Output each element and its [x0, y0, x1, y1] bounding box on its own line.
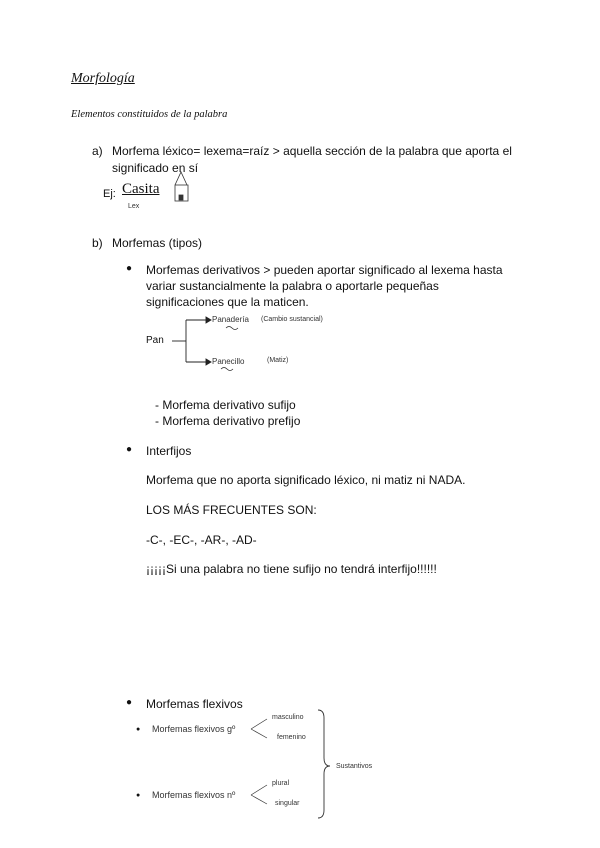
section-a-marker: a)	[92, 144, 103, 158]
derivativos-line-3: significaciones que la maticen.	[146, 295, 309, 309]
section-b-heading: Morfemas (tipos)	[112, 236, 203, 250]
example-word: Casita	[122, 181, 160, 197]
numero-option-2: singular	[275, 800, 300, 807]
bullet-interfijos: ●	[126, 444, 133, 455]
right-curly-brace	[318, 710, 330, 818]
interfijos-list: -C-, -EC-, -AR-, -AD-	[146, 533, 257, 547]
interfijos-warning: ¡¡¡¡¡Si una palabra no tiene sufijo no tendrá interfijo!!!!!!	[146, 562, 437, 576]
section-a-line-1: Morfema léxico= lexema=raíz > aquella sección de la palabra que aporta el	[112, 144, 512, 158]
example-note: Lex	[128, 203, 140, 210]
derivativos-line-1: Morfemas derivativos > pueden aportar significado al lexema hasta	[146, 263, 503, 277]
section-a-line-2: significado en sí	[112, 161, 199, 175]
genero-label: Morfemas flexivos gº	[152, 724, 236, 734]
flexivos-heading: Morfemas flexivos	[146, 697, 243, 711]
diagram-bottom-note: (Matiz)	[267, 357, 289, 364]
bullet-flexivos: ●	[126, 697, 133, 708]
flexivos-group-label: Sustantivos	[336, 763, 373, 770]
derivativos-sub-2: - Morfema derivativo prefijo	[155, 414, 301, 428]
page-title: Morfología	[71, 71, 135, 86]
interfijos-frequent: LOS MÁS FRECUENTES SON:	[146, 503, 317, 517]
bullet-genero: ●	[136, 726, 141, 733]
numero-label: Morfemas flexivos nº	[152, 790, 236, 800]
interfijos-definition: Morfema que no aporta significado léxico, ni matiz ni NADA.	[146, 473, 466, 487]
diagram-bottom-word: Panecillo	[212, 357, 245, 366]
diagram-top-word: Panadería	[212, 315, 249, 324]
section-b-marker: b)	[92, 236, 103, 250]
numero-option-1: plural	[272, 780, 290, 787]
derivativos-line-2: variar sustancialmente la palabra o aportarle pequeñas	[146, 279, 439, 293]
genero-option-1: masculino	[272, 714, 304, 721]
derivativos-sub-1: - Morfema derivativo sufijo	[155, 398, 296, 412]
example-label: Ej:	[103, 188, 116, 200]
diagram-top-note: (Cambio sustancial)	[261, 316, 323, 323]
genero-option-2: femenino	[277, 734, 306, 741]
bullet-derivativos: ●	[126, 263, 133, 274]
bullet-numero: ●	[136, 792, 141, 799]
diagram-root: Pan	[146, 335, 164, 346]
interfijos-heading: Interfijos	[146, 444, 192, 458]
page-subtitle: Elementos constituidos de la palabra	[71, 109, 228, 120]
